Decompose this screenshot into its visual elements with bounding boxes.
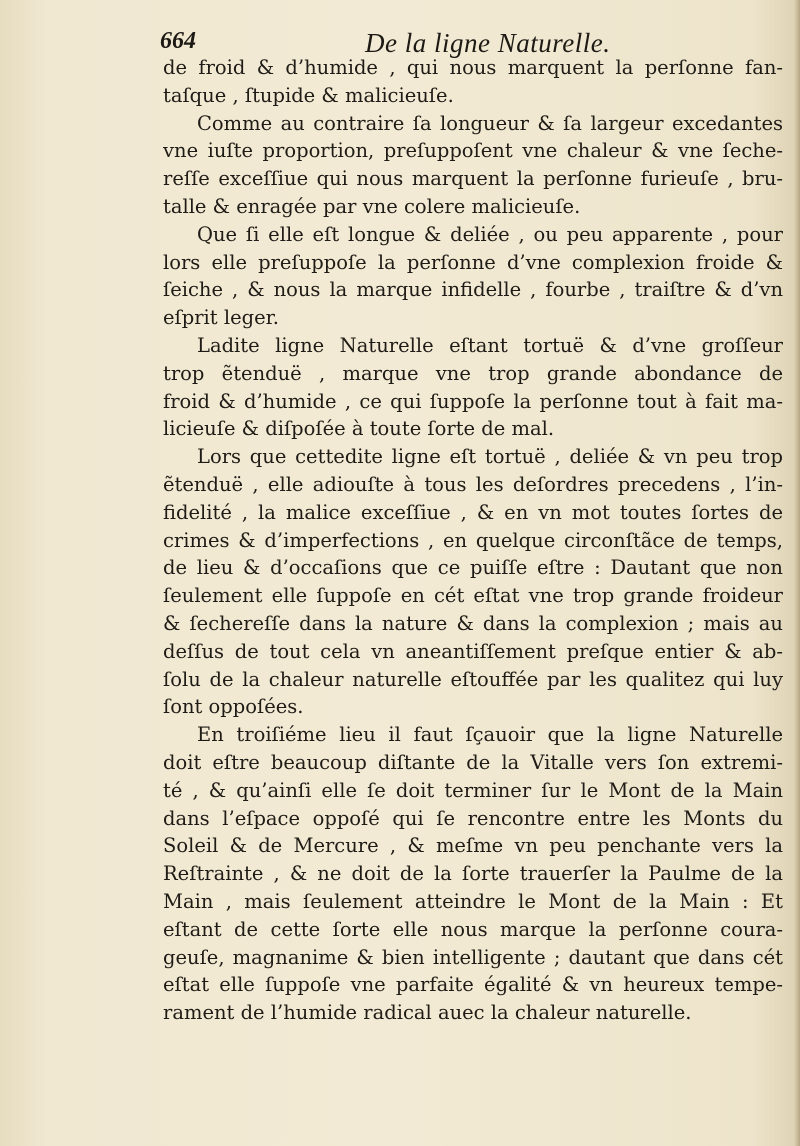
text-line: eſtant de cette ſorte elle nous marque la perſonne coura- <box>163 917 783 941</box>
text-line: deſſus de tout cela vn aneantiſſement preſque entier & ab- <box>163 639 783 663</box>
text-line: té , & qu’ainſi elle ſe doit terminer ſur le Mont de la Main <box>163 778 783 802</box>
text-line: lors elle preſuppoſe la perſonne d’vne complexion froide & <box>163 250 783 274</box>
text-line: froid & d’humide , ce qui ſuppoſe la perſonne tout à fait ma- <box>163 389 783 413</box>
text-line: crimes & d’imperfections , en quelque circonſtãce de temps, <box>163 528 783 552</box>
text-line: fidelité , la malice exceſſiue , & en vn mot toutes ſortes de <box>163 500 783 524</box>
text-line: Comme au contraire ſa longueur & ſa largeur excedantes <box>197 111 783 135</box>
text-line: Lors que cettedite ligne eſt tortuë , deliée & vn peu trop <box>197 445 783 469</box>
text-line: ſolu de la chaleur naturelle eſtouffée par les qualitez qui luy <box>163 667 783 691</box>
text-line: talle & enragée par vne colere malicieuſe. <box>163 194 581 218</box>
text-line: Reſtrainte , & ne doit de la ſorte trauerſer la Paulme de la <box>163 862 783 886</box>
text-line: de froid & d’humide , qui nous marquent la perſonne fan- <box>163 56 783 79</box>
body-text <box>163 54 783 1027</box>
text-line: En troiſiéme lieu il faut ſçauoir que la ligne Naturelle <box>197 723 783 747</box>
text-line: Main , mais ſeulement atteindre le Mont de la Main : Et <box>163 889 783 913</box>
text-line: dans l’eſpace oppoſé qui ſe rencontre entre les Monts du <box>163 806 783 830</box>
text-line: rament de l’humide radical auec la chaleur naturelle. <box>163 1001 692 1025</box>
text-line: Soleil & de Mercure , & meſme vn peu penchante vers la <box>163 834 783 858</box>
text-line: ſont oppoſées. <box>163 695 304 719</box>
text-line: de lieu & d’occaſions que ce puiſſe eſtre : Dautant que non <box>163 556 783 580</box>
text-line: & ſechereſſe dans la nature & dans la complexion ; mais au <box>163 611 783 635</box>
text-line: Ladite ligne Naturelle eſtant tortuë & d’vne groſſeur <box>197 333 783 357</box>
page-heading: De la ligne Naturelle. <box>365 28 611 58</box>
text-line: ſeiche , & nous la marque infidelle , fourbe , traiſtre & d’vn <box>163 278 783 302</box>
text-line: eſtat elle ſuppoſe vne parfaite égalité & vn heureux tempe- <box>163 973 783 997</box>
page-number: 664 <box>160 28 196 54</box>
page-edge-shadow <box>794 0 800 1146</box>
text-line: ſeulement elle ſuppoſe en cét eſtat vne trop grande froideur <box>163 584 783 608</box>
text-line: ẽtenduë , elle adiouſte à tous les deſordres precedens , l’in- <box>163 472 783 496</box>
text-line: taſque , ſtupide & malicieuſe. <box>163 83 454 107</box>
text-line: geuſe, magnanime & bien intelligente ; dautant que dans cét <box>163 945 783 969</box>
text-line: licieuſe & diſpoſée à toute ſorte de mal. <box>163 417 555 441</box>
text-line: trop ẽtenduë , marque vne trop grande abondance de <box>163 361 783 385</box>
text-line: Que ſi elle eſt longue & deliée , ou peu apparente , pour <box>197 222 783 246</box>
text-line: eſprit leger. <box>163 306 280 330</box>
text-line: doit eſtre beaucoup diſtante de la Vitalle vers ſon extremi- <box>163 750 783 774</box>
text-line: reſſe exceſſiue qui nous marquent la perſonne furieuſe , bru- <box>163 167 783 191</box>
text-line: vne iuſte proportion, preſuppoſent vne chaleur & vne ſeche- <box>163 139 783 163</box>
